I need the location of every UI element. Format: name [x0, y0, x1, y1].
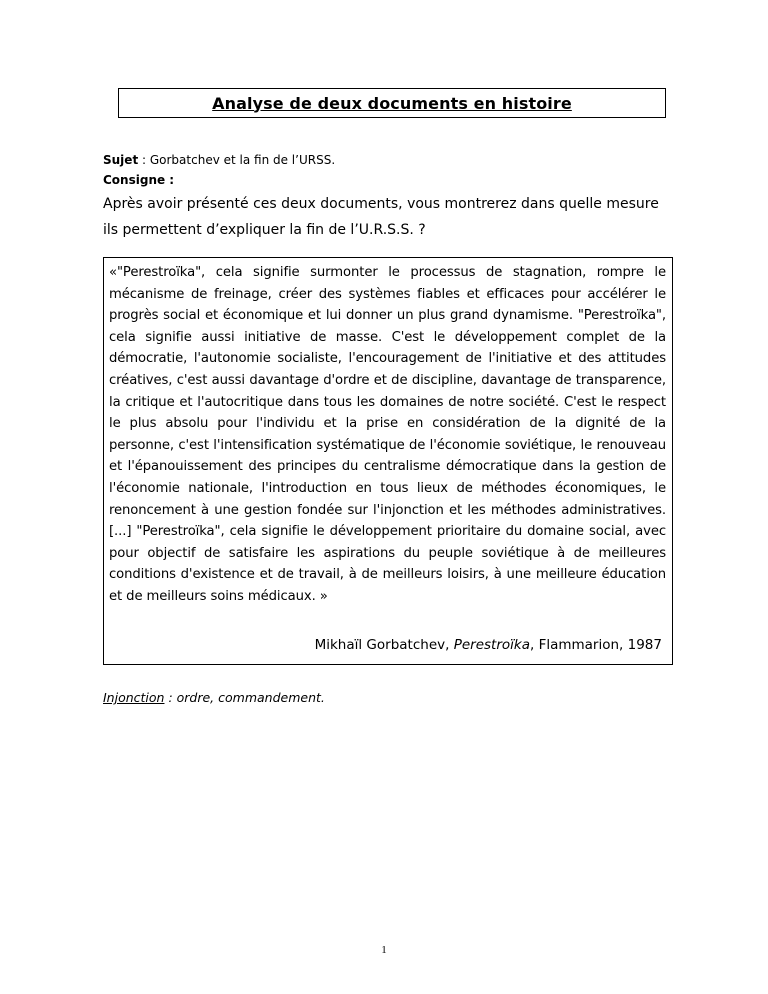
citation-book: Perestroïka [453, 637, 530, 653]
citation-rest: , Flammarion, 1987 [529, 637, 662, 653]
subject-label: Sujet [103, 153, 139, 167]
consigne-line [103, 172, 174, 188]
note-definition: : ordre, commandement. [164, 690, 325, 705]
page-number: 1 [381, 944, 387, 956]
citation [315, 636, 662, 654]
citation-author: Mikhaïl Gorbatchev, [314, 637, 454, 653]
consigne-label: Consigne : [103, 173, 175, 187]
title-box [118, 88, 666, 118]
note-term: Injonction [103, 690, 165, 705]
document-title: Analyse de deux documents en histoire [212, 93, 572, 113]
quote-box [103, 257, 673, 665]
vocabulary-note [103, 690, 325, 705]
subject-line [103, 152, 335, 168]
quote-text: «"Perestroïka", cela signifie surmonter le processus de stagnation, rompre le mécanisme de freinage, créer des systèmes fiables et efficaces pour accélérer le progrès social et économique et lui donner un plus grand dynamisme. "Perestroïka", cela signifie aussi initiative de masse. C'est le développement complet de la démocratie, l'autonomie socialiste, l'encouragement de l'initiative et des attitudes créatives, c'est aussi davantage d'ordre et de discipline, davantage de transparence, la critique et l'autocritique dans tous les domaines de notre société. C'est le respect le plus absolu pour l'individu et la prise en considération de la dignité de la personne, c'est l'intensification systématique de l'économie soviétique, le renouveau et l'épanouissement des principes du centralisme démocratique dans la gestion de l'économie nationale, l'introduction en tous lieux de méthodes économiques, le renoncement à une gestion fondée sur l'injonction et les méthodes administratives. [...] "Perestroïka", cela signifie le développement prioritaire du domaine social, avec pour objectif de satisfaire les aspirations du peuple soviétique à de meilleures conditions d'existence et de travail, à de meilleurs loisirs, à une meilleure éducation et de meilleurs soins médicaux. » [109, 265, 666, 604]
consigne-text: Après avoir présenté ces deux documents, vous montrerez dans quelle mesure ils permettent d’expliquer la fin de l’U.R.S.S. ? [103, 196, 659, 238]
subject-text: : Gorbatchev et la fin de l’URSS. [138, 153, 336, 167]
